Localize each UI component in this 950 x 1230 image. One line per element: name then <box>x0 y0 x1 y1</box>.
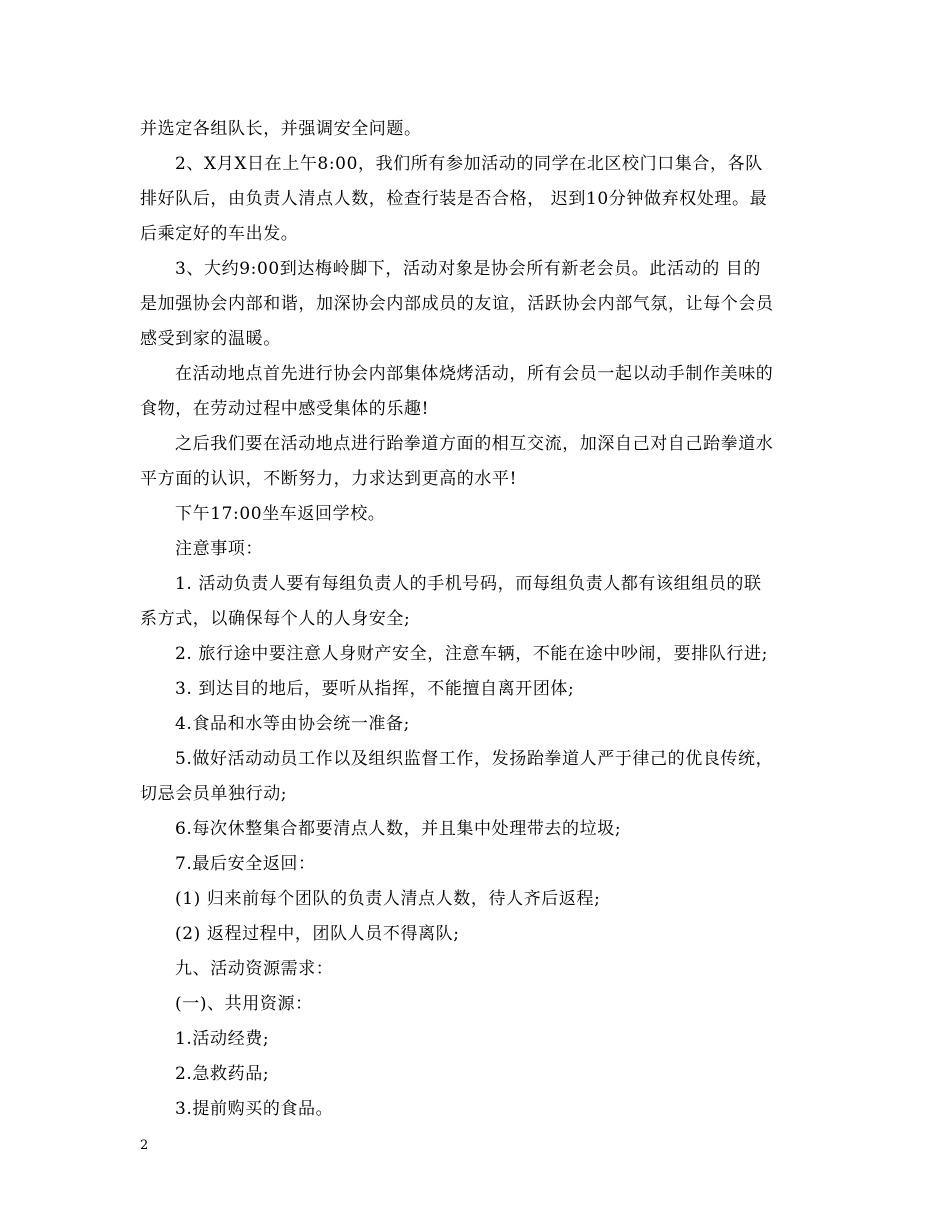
paragraph-line: 排好队后，由负责人清点人数，检查行装是否合格， 迟到10分钟做弃权处理。最 <box>140 189 768 209</box>
document-body <box>140 112 820 1127</box>
paragraph-line: 后乘定好的车出发。 <box>140 224 299 244</box>
paragraph-line: 之后我们要在活动地点进行跆拳道方面的相互交流，加深自己对自己跆拳道水 <box>175 434 774 454</box>
paragraph-line: 下午17:00坐车返回学校。 <box>175 504 386 524</box>
paragraph-line: 2.急救药品; <box>175 1064 270 1084</box>
page-number: 2 <box>140 1138 149 1153</box>
paragraph-line: 平方面的认识，不断努力，力求达到更高的水平! <box>140 469 518 489</box>
paragraph-line: 1.活动经费; <box>175 1029 270 1049</box>
paragraph-line: 九、活动资源需求： <box>175 959 334 979</box>
paragraph-line: 3、大约9:00到达梅岭脚下，活动对象是协会所有新老会员。此活动的 目的 <box>175 259 761 279</box>
paragraph-line: (2) 返程过程中，团队人员不得离队; <box>175 924 460 944</box>
paragraph-line: 感受到家的温暖。 <box>140 329 281 349</box>
paragraph-line: (一)、共用资源： <box>175 994 313 1014</box>
paragraph-line: 3. 到达目的地后，要听从指挥，不能擅自离开团体; <box>175 679 575 699</box>
paragraph-line: 3.提前购买的食品。 <box>175 1099 334 1119</box>
paragraph-line: 4.食品和水等由协会统一准备; <box>175 714 410 734</box>
paragraph-line: 6.每次休整集合都要清点人数，并且集中处理带去的垃圾; <box>175 819 622 839</box>
paragraph-line: 注意事项： <box>175 539 263 559</box>
paragraph-line: 1. 活动负责人要有每组负责人的手机号码，而每组负责人都有该组组员的联 <box>175 574 762 594</box>
paragraph-line: 2. 旅行途中要注意人身财产安全，注意车辆，不能在途中吵闹，要排队行进; <box>175 644 768 664</box>
paragraph-line: (1) 归来前每个团队的负责人清点人数，待人齐后返程; <box>175 889 601 909</box>
paragraph-line: 食物，在劳动过程中感受集体的乐趣! <box>140 399 430 419</box>
paragraph-line: 7.最后安全返回： <box>175 854 316 874</box>
paragraph-line: 是加强协会内部和谐，加深协会内部成员的友谊，活跃协会内部气氛，让每个会员 <box>140 294 774 314</box>
paragraph-line: 5.做好活动动员工作以及组织监督工作，发扬跆拳道人严于律己的优良传统， <box>175 749 774 769</box>
paragraph-line: 切忌会员单独行动; <box>140 784 288 804</box>
paragraph-line: 在活动地点首先进行协会内部集体烧烤活动，所有会员一起以动手制作美味的 <box>175 364 774 384</box>
paragraph-line: 并选定各组队长，并强调安全问题。 <box>140 119 422 139</box>
paragraph-line: 系方式，以确保每个人的人身安全; <box>140 609 411 629</box>
paragraph-line: 2、X月X日在上午8:00，我们所有参加活动的同学在北区校门口集合，各队 <box>175 154 763 174</box>
